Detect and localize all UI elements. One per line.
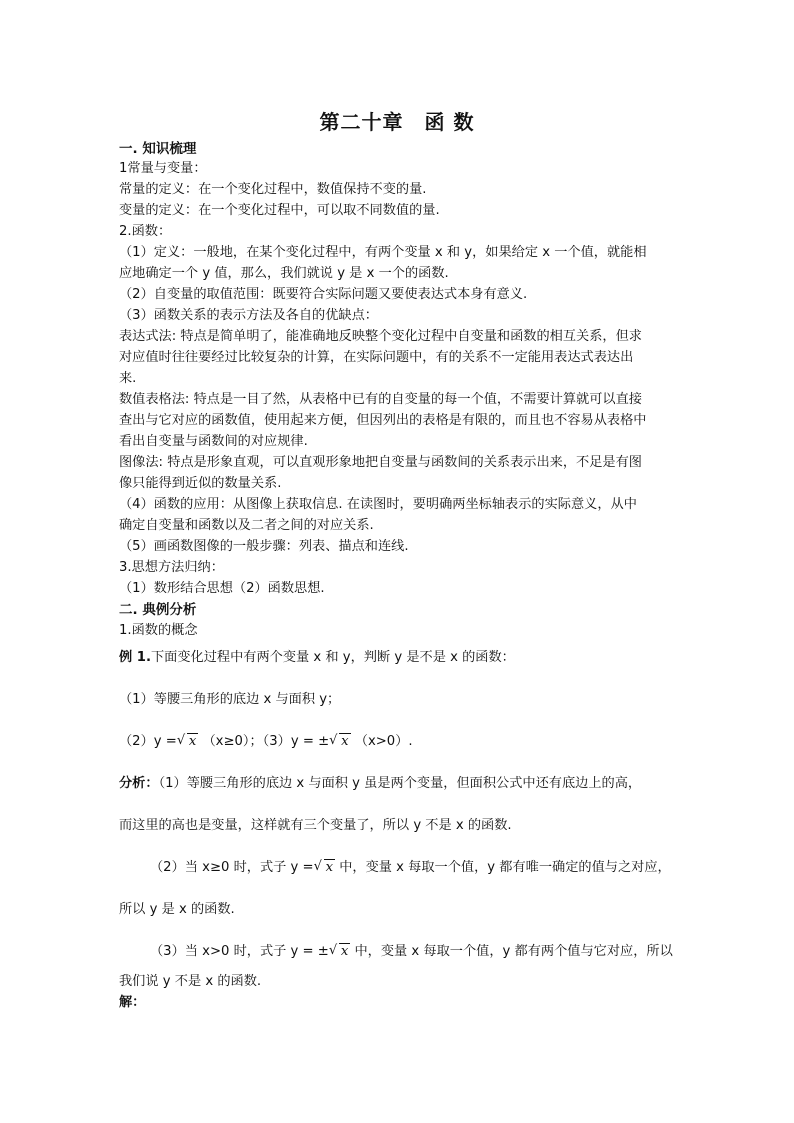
formula-text: （x>0）. [354,734,413,749]
analysis-line: 所以 y 是 x 的函数. [119,902,235,917]
text-line: 3.思想方法归纳： [119,560,224,575]
text-line: 表达式法: 特点是简单明了，能准确地反映整个变化过程中自变量和函数的相互关系，但求 [119,329,642,344]
text-line: （4）函数的应用：从图像上获取信息. 在读图时，要明确两坐标轴表示的实际意义，从中 [119,497,637,512]
analysis-line: 而这里的高也是变量，这样就有三个变量了，所以 y 不是 x 的函数. [119,818,512,833]
text-line: （3）函数关系的表示方法及各自的优缺点： [119,308,378,323]
text-line: 数值表格法: 特点是一目了然，从表格中已有的自变量的每一个值，不需要计算就可以直接 [119,392,642,407]
sqrt-symbol [179,732,198,753]
text-line: 1.函数的概念 [119,623,198,638]
example-text: 下面变化过程中有两个变量 x 和 y，判断 y 是不是 x 的函数： [150,650,515,665]
text-line: 看出自变量与函数间的对应规律. [119,434,308,449]
analysis-line [119,774,679,795]
text-line: 确定自变量和函数以及二者之间的对应关系. [119,518,374,533]
formula-text: （2）y = [119,734,177,749]
text-line: 图像法: 特点是形象直观，可以直观形象地把自变量与函数间的关系表示出来，不足是有图 [119,455,642,470]
sqrt-arg: x [325,860,334,875]
section-heading-examples: 二. 典例分析 [119,602,197,618]
sqrt-symbol [331,732,350,753]
text-line: 变量的定义：在一个变化过程中，可以取不同数值的量. [119,203,440,218]
sqrt-symbol [331,942,350,963]
text-line: （2）自变量的取值范围：既要符合实际问题又要使表达式本身有意义. [119,287,528,302]
text-line: （1）数形结合思想（2）函数思想. [119,581,325,596]
text-line: 查出与它对应的函数值，使用起来方便，但因列出的表格是有限的，而且也不容易从表格中 [119,413,647,428]
analysis-text: （3）当 x>0 时，式子 y = ± [150,944,329,959]
analysis-line [150,858,680,879]
sqrt-arg: x [341,734,349,749]
analysis-text: 中，变量 x 每取一个值，y 都有两个值与它对应，所以 [354,944,673,959]
text-line: 来. [119,371,137,386]
sqrt-arg: x [340,944,349,959]
section-heading-knowledge: 一. 知识梳理 [119,141,197,157]
analysis-text: （1）等腰三角形的底边 x 与面积 y 虽是两个变量，但面积公式中还有底边上的高， [158,776,642,791]
text-line: 像只能得到近似的数量关系. [119,476,282,491]
example-item-formulas [119,732,679,753]
analysis-text: 中，变量 x 每取一个值，y 都有唯一确定的值与之对应， [339,860,671,875]
text-line: 2.函数： [119,224,172,239]
solution-label: 解： [119,995,146,1010]
analysis-line [150,942,680,963]
analysis-label: 分析： [119,776,159,791]
page-title: 第二十章 函 数 [319,110,475,134]
text-line: （5）画函数图像的一般步骤：列表、描点和连线. [119,539,409,554]
analysis-line: 我们说 y 不是 x 的函数. [119,974,262,989]
text-line: 应地确定一个 y 值，那么，我们就说 y 是 x 一个的函数. [119,266,449,281]
formula-text: （x≥0）；（3）y = ± [202,734,330,749]
example-item: （1）等腰三角形的底边 x 与面积 y； [119,692,341,707]
analysis-text: （2）当 x≥0 时，式子 y = [150,860,314,875]
example-label: 例 1. [119,650,151,665]
text-line: 1常量与变量： [119,161,207,176]
text-line: 常量的定义：在一个变化过程中，数值保持不变的量. [119,182,427,197]
sqrt-arg: x [188,734,197,749]
text-line: （1）定义：一般地，在某个变化过程中，有两个变量 x 和 y，如果给定 x 一个值，就能相 [119,245,647,260]
text-line: 对应值时往往要经过比较复杂的计算，在实际问题中，有的关系不一定能用表达式表达出 [119,350,634,365]
example-line [119,648,679,669]
sqrt-symbol [316,858,335,879]
